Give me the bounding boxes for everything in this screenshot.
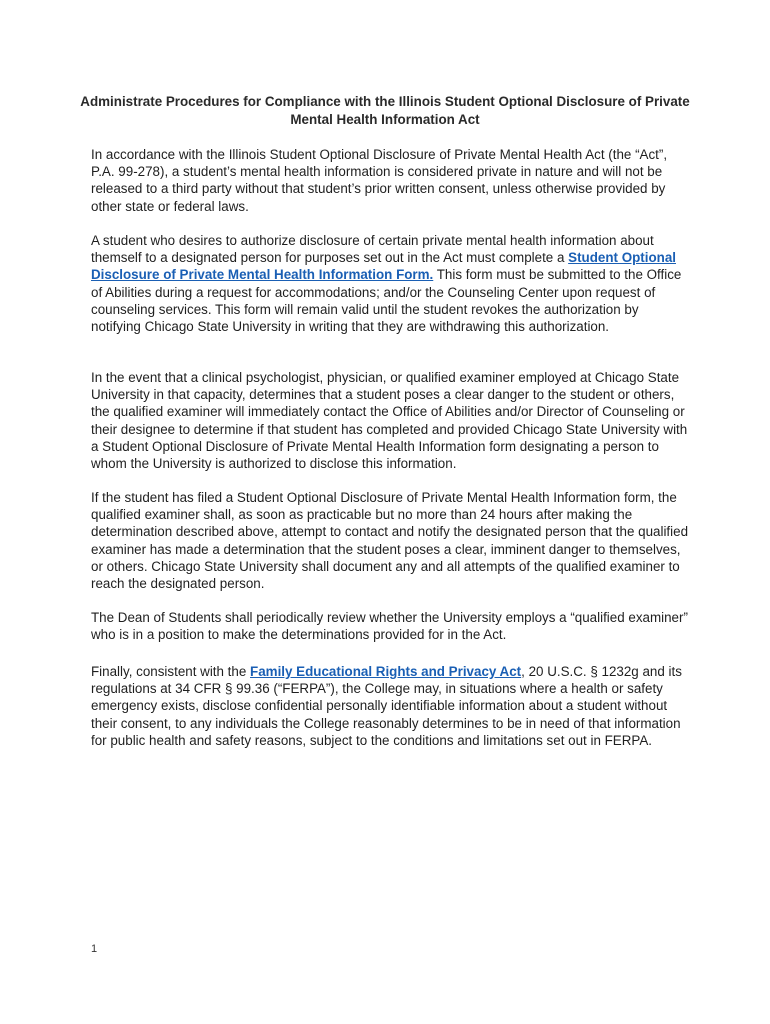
paragraph-ferpa	[91, 663, 691, 749]
ferpa-link[interactable]: Family Educational Rights and Privacy Act	[250, 664, 522, 679]
paragraph-dean-review: The Dean of Students shall periodically review whether the University employs a “qualified examiner” who is in a position to make the determinations provided for in the Act.	[91, 610, 688, 643]
paragraph-text: Finally, consistent with the	[91, 664, 251, 679]
paragraph-notification: If the student has filed a Student Optional Disclosure of Private Mental Health Information form, the qualified examiner shall, as soon as practicable but no more than 24 hours after making the determination described above, attempt to contact and notify the designated person that the qualified examiner has made a determination that the student poses a clear, imminent danger to themselves, or others. Chicago State University shall document any and all attempts of the qualified examiner to reach the designated person.	[91, 490, 689, 592]
page-number: 1	[91, 943, 98, 955]
document-title: Administrate Procedures for Compliance with the Illinois Student Optional Disclosure of Private Mental Health Information Act	[80, 94, 690, 127]
paragraph-act-intro: In accordance with the Illinois Student Optional Disclosure of Private Mental Health Act (the “Act”, P.A. 99-278), a student’s mental health information is considered private in nature and will not be released to a third party without that student’s prior written consent, unless otherwise provided by other state or federal laws.	[91, 147, 668, 214]
paragraph-text: This form must be submitted to the Office of Abilities during a request for accommodations; and/or the Counseling Center upon request of counseling services. This form will remain valid until the student revokes the authorization by notifying Chicago State University in writing that they are withdrawing this authorization.	[91, 267, 682, 335]
paragraph-clear-danger: In the event that a clinical psychologist, physician, or qualified examiner employed at Chicago State University in that capacity, determines that a student poses a clear danger to the student or others, the qualified examiner will immediately contact the Office of Abilities and/or Director of Counseling or their designee to determine if that student has completed and provided Chicago State University with a Student Optional Disclosure of Private Mental Health Information form designating a person to whom the University is authorized to disclose this information.	[91, 370, 688, 472]
paragraph-text: , 20 U.S.C. § 1232g and its regulations at 34 CFR § 99.36 (“FERPA”), the College may, in situations where a health or safety emergency exists, disclose confidential personally identifiable information about a student without their consent, to any individuals the College reasonably determines to be in need of that information for public health and safety reasons, subject to the conditions and limitations set out in FERPA.	[91, 664, 682, 748]
paragraph-text: A student who desires to authorize disclosure of certain private mental health information about themself to a designated person for purposes set out in the Act must complete a	[91, 233, 654, 266]
paragraph-authorization	[91, 232, 691, 335]
disclosure-form-link[interactable]: Student Optional Disclosure of Private Mental Health Information Form.	[91, 250, 676, 283]
